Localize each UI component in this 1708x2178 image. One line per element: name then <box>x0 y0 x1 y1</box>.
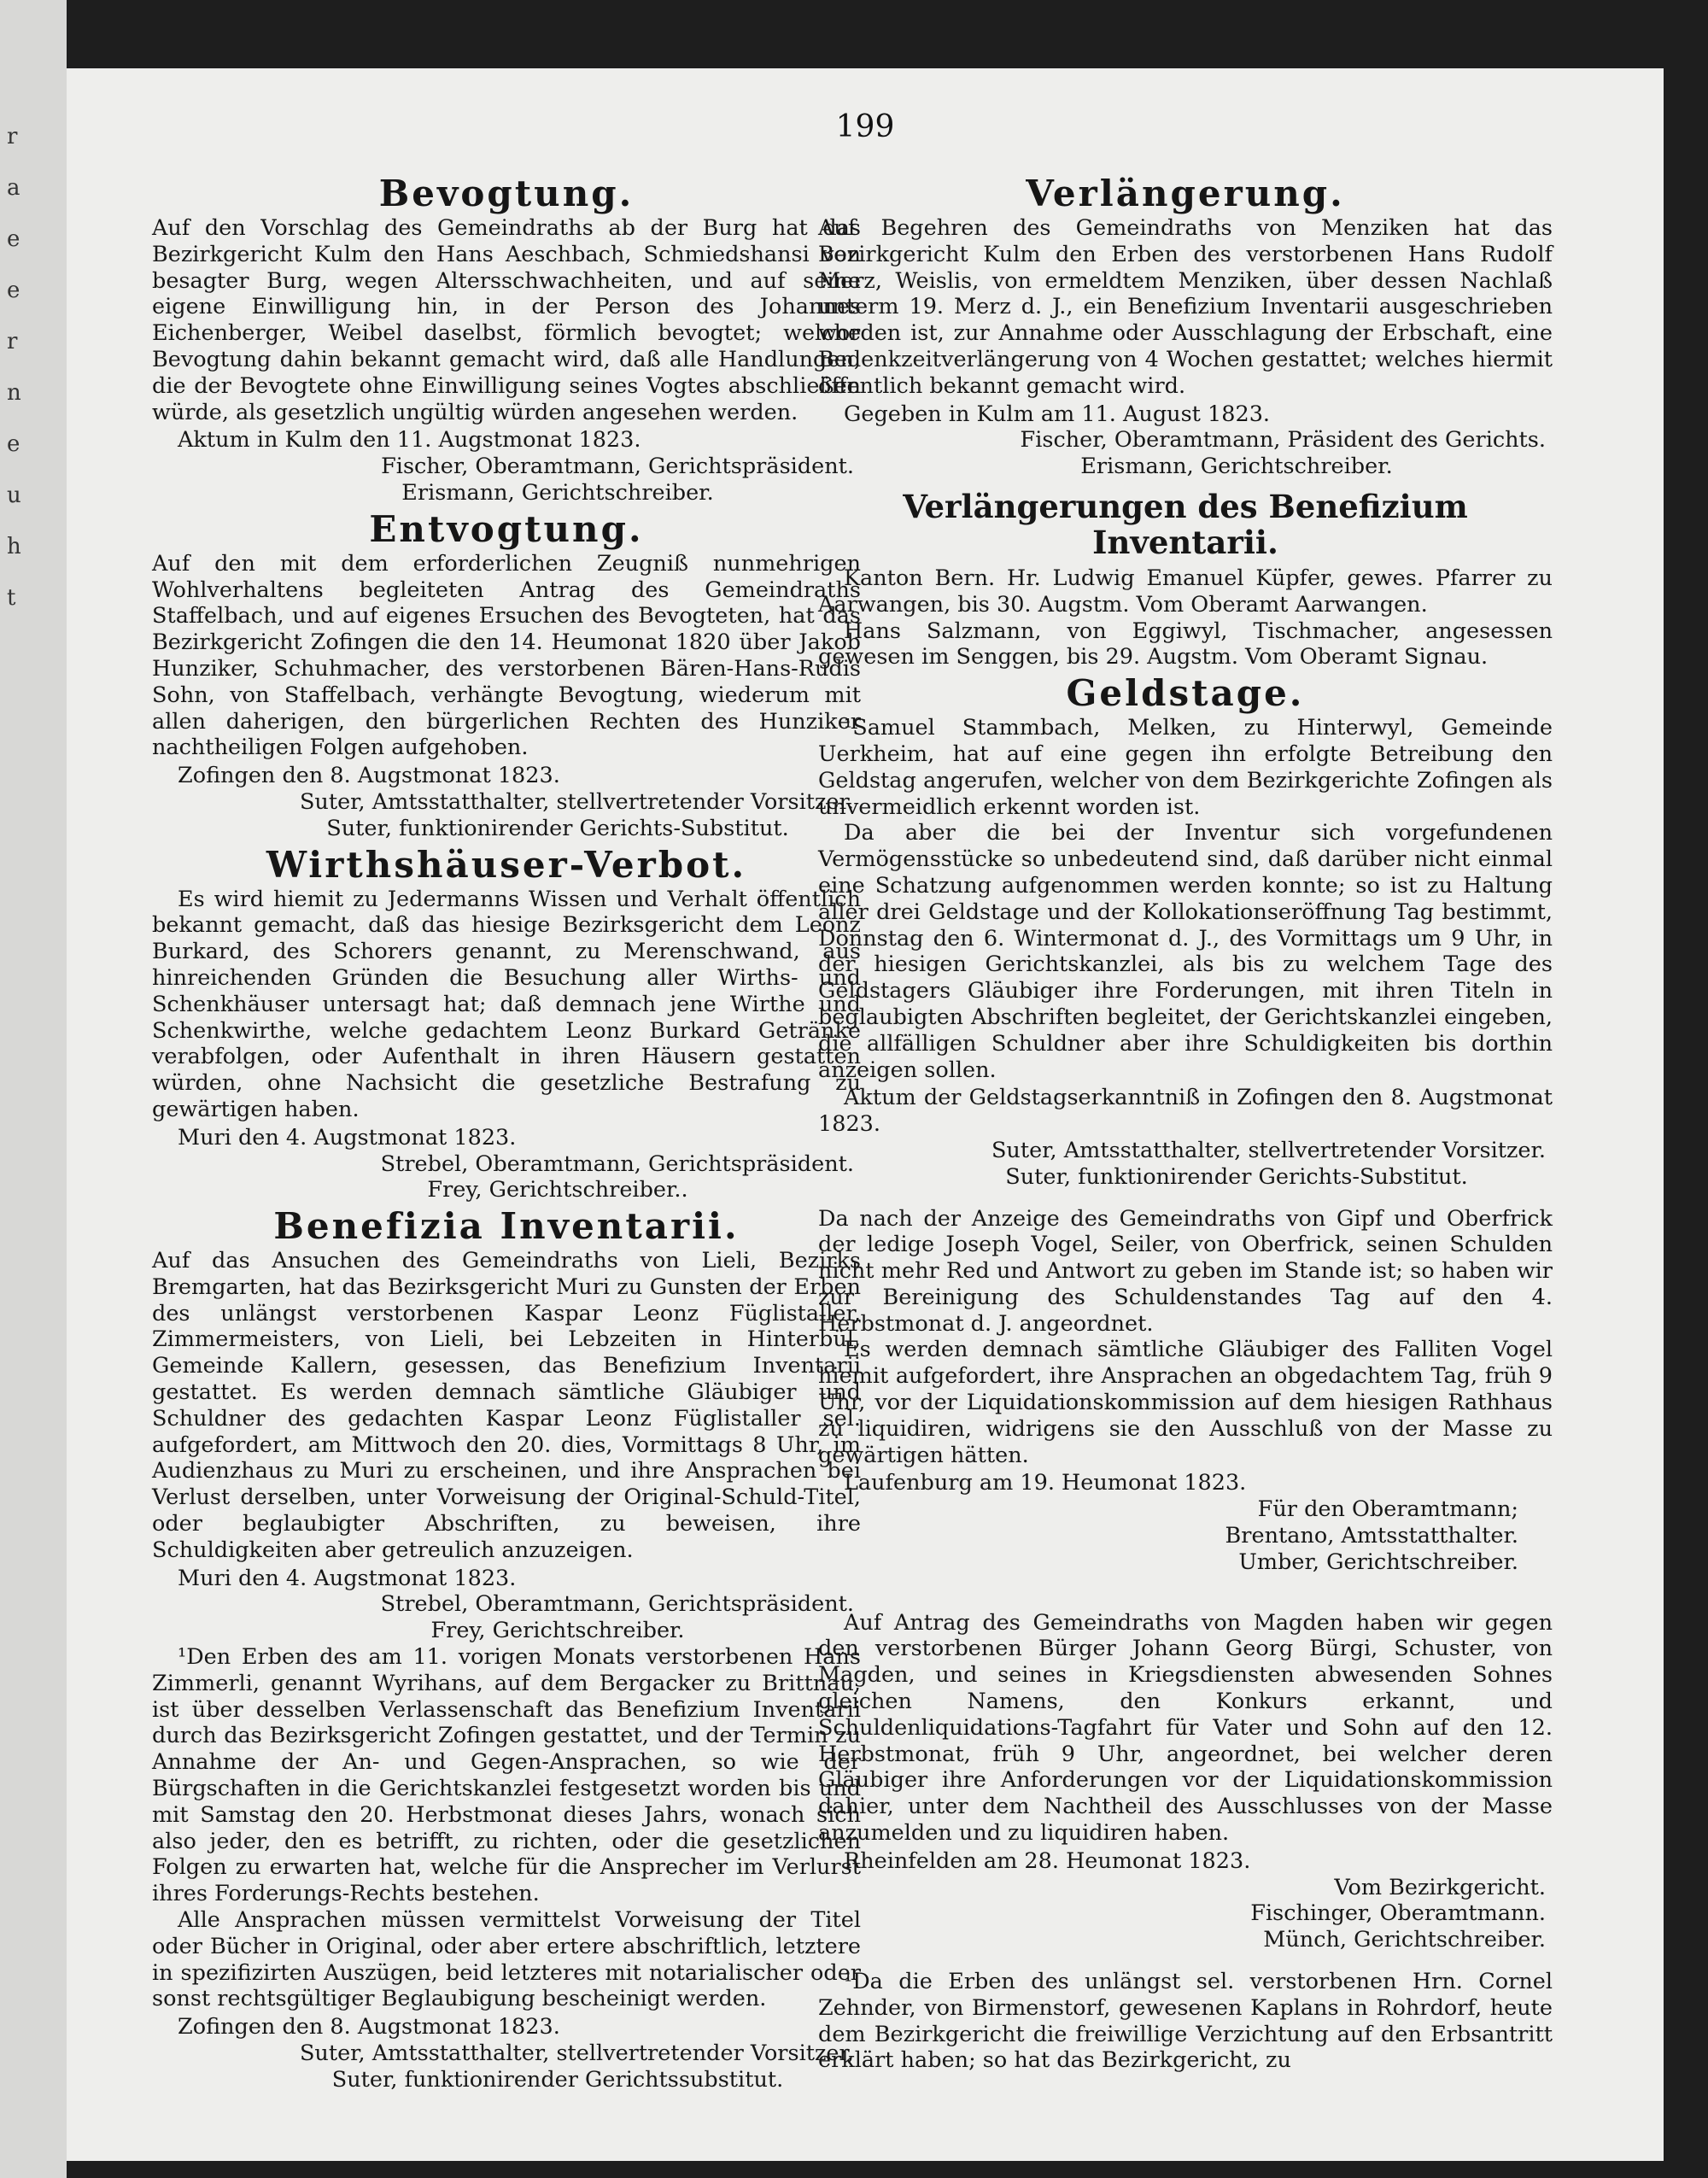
section-entvogtung <box>152 507 861 842</box>
signature: Erismann, Gerichtschreiber. <box>1080 454 1393 480</box>
notice-text: ¹Samuel Stammbach, Melken, zu Hinterwyl, Gemeinde Uerkheim, hat auf eine gegen ihn erfolgte Betreibung den Geldstag angerufen, welcher von dem Bezirkgerichte Zofingen als unvermeidlich erkennt worden ist. <box>818 715 1553 820</box>
notice-date: Gegeben in Kulm am 11. August 1823. <box>844 401 1271 427</box>
section-benefizia-inventarii <box>152 1207 861 2093</box>
notice-date: Aktum der Geldstagserkanntniß in Zofingen den 8. Augstmonat 1823. <box>818 1085 1553 1138</box>
signature: Strebel, Oberamtmann, Gerichtspräsident. <box>380 1591 854 1618</box>
facing-page-edge <box>0 0 67 2178</box>
signature: Erismann, Gerichtschreiber. <box>401 479 714 506</box>
signature: Suter, funktionirender Gerichts-Substitut. <box>1005 1163 1468 1190</box>
section-heading: Benefizia Inventarii. <box>273 1205 740 1248</box>
signature: Suter, funktionirender Gerichts-Substitut. <box>326 815 789 841</box>
section-bevogtung <box>152 174 861 506</box>
notice-text: Kanton Bern. Hr. Ludwig Emanuel Küpfer, gewes. Pfarrer zu Aarwangen, bis 30. Augstm. Vom Oberamt Aarwangen. <box>818 565 1553 618</box>
section-heading: Wirthshäuser-Verbot. <box>266 843 747 886</box>
signature: Strebel, Oberamtmann, Gerichtspräsident. <box>380 1150 854 1177</box>
section-verlaengerungen <box>818 489 1553 670</box>
notice-text: Auf den mit dem erforderlichen Zeugniß nunmehrigen Wohlverhaltens begleiteten Antrag des Gemeindraths Staffelbach, und auf eigenes Ersuchen des Bevogteten, hat das Bezirkgericht Zofingen die den 14. Heumonat 1820 über Jakob Hunziker, Schuhmacher, des verstorbenen Bären-Hans-Rudis Sohn, von Staffelbach, verhängte Bevogtung, wiederum mit allen daherigen, den bürgerlichen Rechten des Hunziker nachtheiligen Folgen aufgehoben. <box>152 550 861 761</box>
section-heading: Bevogtung. <box>378 173 635 214</box>
notice-date: Zofingen den 8. Augstmonat 1823. <box>178 763 560 789</box>
section-verlaengerung <box>818 174 1553 480</box>
newspaper-page <box>67 68 1664 2161</box>
notice-text: Alle Ansprachen müssen vermittelst Vorweisung der Titel oder Bücher in Original, oder aber ertere abschriftlich, letztere in spezifizirten Auszügen, beid letzteres mit notarialischer oder sonst rechtsgültiger Beglaubigung bescheinigt werden. <box>152 1907 861 2012</box>
section-heading: Geldstage. <box>1066 672 1305 715</box>
facing-page-fragments: r a e e r n e u h t <box>7 124 21 611</box>
right-column <box>818 171 1553 2074</box>
notice-text: Auf den Vorschlag des Gemeindraths ab der Burg hat das Bezirkgericht Kulm den Hans Aeschbach, Schmiedshansi von besagter Burg, wegen Altersschwachheiten, und auf seine eigene Einwilligung hin, in der Person des Johannes Eichenberger, Weibel daselbst, förmlich bevogtet; welche Bevogtung dahin bekannt gemacht wird, daß alle Handlungen, die der Bevogtete ohne Einwilligung seines Vogtes abschließen würde, als gesetzlich ungültig würden angesehen werden. <box>152 215 861 425</box>
notice-date: Zofingen den 8. Augstmonat 1823. <box>178 2014 560 2040</box>
notice-date: Aktum in Kulm den 11. Augstmonat 1823. <box>178 427 641 454</box>
notice-date: Rheinfelden am 28. Heumonat 1823. <box>844 1847 1251 1874</box>
signature: Brentano, Amtsstatthalter. <box>1225 1523 1518 1549</box>
signature: Suter, funktionirender Gerichtssubstitut. <box>331 2066 784 2093</box>
signature: Für den Oberamtmann; <box>1257 1496 1518 1523</box>
notice-text: ¹Da die Erben des unlängst sel. verstorbenen Hrn. Cornel Zehnder, von Birmenstorf, gewesenen Kaplans in Rohrdorf, heute dem Bezirkgericht die freiwillige Verzichtung auf den Erbsantritt erklärt haben; so hat das Bezirkgericht, zu <box>818 1969 1553 2074</box>
signature: Umber, Gerichtschreiber. <box>1238 1549 1518 1575</box>
notice-text: Da nach der Anzeige des Gemeindraths von Gipf und Oberfrick der ledige Joseph Vogel, Seiler, von Oberfrick, seinen Schulden nicht mehr Red und Antwort zu geben im Stande ist; so haben wir zur Bereinigung des Schuldenstandes Tag auf den 4. Herbstmonat d. J. angeordnet. <box>818 1205 1553 1337</box>
notice-text: Es wird hiemit zu Jedermanns Wissen und Verhalt öffentlich bekannt gemacht, daß das hiesige Bezirksgericht dem Leonz Burkard, des Schorers genannt, zu Merenschwand, aus hinreichenden Gründen die Besuchung aller Wirths- und Schenkhäuser untersagt hat; daß demnach jene Wirthe und Schenkwirthe, welche gedachtem Leonz Burkard Getränke verabfolgen, oder Aufenthalt in ihren Häusern gestatten würden, ohne Nachsicht die gesetzliche Bestrafung zu gewärtigen haben. <box>152 886 861 1122</box>
notice-date: Muri den 4. Augstmonat 1823. <box>178 1565 517 1591</box>
left-column <box>152 171 861 2093</box>
signature: Münch, Gerichtschreiber. <box>1263 1927 1546 1953</box>
signature: Suter, Amtsstatthalter, stellvertretender Vorsitzer. <box>299 788 854 815</box>
signature: Frey, Gerichtschreiber.. <box>427 1177 688 1203</box>
signature: Fischinger, Oberamtmann. <box>1250 1900 1546 1927</box>
section-heading: Verlängerungen des Benefizium Inventarii. <box>903 487 1468 561</box>
signature: Fischer, Oberamtmann, Präsident des Gerichts. <box>1020 427 1546 454</box>
page-number: 199 <box>835 109 895 144</box>
section-heading: Entvogtung. <box>369 507 644 550</box>
notice-date: Muri den 4. Augstmonat 1823. <box>178 1124 517 1150</box>
notice-text: Es werden demnach sämtliche Gläubiger des Falliten Vogel hiemit aufgefordert, ihre Ansprachen an obgedachtem Tag, früh 9 Uhr, vor der Liquidationskommission auf dem hiesigen Rathhaus zu liquidiren, widrigens sie den Ausschluß von der Masse zu gewärtigen hätten. <box>818 1337 1553 1468</box>
signature: Vom Bezirkgericht. <box>1334 1874 1546 1900</box>
notice-text: ¹Den Erben des am 11. vorigen Monats verstorbenen Hans Zimmerli, genannt Wyrihans, auf dem Bergacker zu Brittnau, ist über desselben Verlassenschaft das Benefizium Inventarii durch das Bezirksgericht Zofingen gestattet, und der Termin zu Annahme der An- und Gegen-Ansprachen, so wie der Bürgschaften in die Gerichtskanzlei festgesetzt worden bis und mit Samstag den 20. Herbstmonat dieses Jahrs, wonach sich also jeder, den es betrifft, zu richten, oder die gesetzlichen Folgen zu erwarten hat, welche für die Ansprecher im Verlurst ihres Forderungs-Rechts bestehen. <box>152 1644 861 1907</box>
section-geldstage <box>818 674 1553 2074</box>
notice-text: Auf Antrag des Gemeindraths von Magden haben wir gegen den verstorbenen Bürger Johann Georg Bürgi, Schuster, von Magden, und seines in Kriegsdiensten abwesenden Sohnes gleichen Namens, den Konkurs erkannt, und Schuldenliquidations-Tagfahrt für Vater und Sohn auf den 12. Herbstmonat, früh 9 Uhr, angeordnet, bei welcher deren Gläubiger ihre Anforderungen vor der Liquidationskommission dahier, unter dem Nachtheil des Ausschlusses von der Masse anzumelden und zu liquidiren haben. <box>818 1609 1553 1847</box>
section-wirthshaeuser-verbot <box>152 843 861 1204</box>
signature: Frey, Gerichtschreiber. <box>430 1618 685 1644</box>
signature: Suter, Amtsstatthalter, stellvertretender Vorsitzer, <box>299 2040 854 2066</box>
signature: Suter, Amtsstatthalter, stellvertretender Vorsitzer. <box>991 1137 1546 1163</box>
notice-text: Hans Salzmann, von Eggiwyl, Tischmacher, angesessen gewesen im Senggen, bis 29. Augstm. Vom Oberamt Signau. <box>818 618 1553 670</box>
notice-text: Da aber die bei der Inventur sich vorgefundenen Vermögensstücke so unbedeutend sind, daß darüber nicht einmal eine Schatzung aufgenommen werden konnte; so ist zu Haltung aller drei Geldstage und der Kollokationseröffnung Tag bestimmt, Donnstag den 6. Wintermonat d. J., des Vormittags um 9 Uhr, in der hiesigen Gerichtskanzlei, als bis zu welchem Tage des Geldstagers Gläubiger ihre Forderungen, mit ihren Titeln in beglaubigten Abschriften begleitet, der Gerichtskanzlei eingeben, die allfälligen Schuldner aber ihre Schuldigkeiten bis dorthin anzeigen sollen. <box>818 820 1553 1083</box>
notice-text: Auf Begehren des Gemeindraths von Menziken hat das Bezirkgericht Kulm den Erben des verstorbenen Hans Rudolf Merz, Weislis, von ermeldtem Menziken, über dessen Nachlaß unterm 19. Merz d. J., ein Benefizium Inventarii ausgeschrieben worden ist, zur Annahme oder Ausschlagung der Erbschaft, eine Bedenkzeitverlängerung von 4 Wochen gestattet; welches hiermit öffentlich bekannt gemacht wird. <box>818 215 1553 399</box>
notice-text: Auf das Ansuchen des Gemeindraths von Lieli, Bezirks Bremgarten, hat das Bezirksgericht Muri zu Gunsten der Erben des unlängst verstorbenen Kaspar Leonz Füglistaller, Zimmermeisters, von Lieli, bei Lebzeiten in Hinterbül, Gemeinde Kallern, gesessen, das Benefizium Inventarii gestattet. Es werden demnach sämtliche Gläubiger und Schuldner des gedachten Kaspar Leonz Füglistaller sel. aufgefordert, am Mittwoch den 20. dies, Vormittags 8 Uhr, im Audienzhaus zu Muri zu erscheinen, und ihre Ansprachen bei Verlust derselben, unter Vorweisung der Original-Schuld-Titel, oder beglaubigter Abschriften, zu beweisen, ihre Schuldigkeiten aber getreulich anzuzeigen. <box>152 1248 861 1563</box>
signature: Fischer, Oberamtmann, Gerichtspräsident. <box>381 454 854 480</box>
section-heading: Verlängerung. <box>1026 173 1345 214</box>
notice-date: Laufenburg am 19. Heumonat 1823. <box>844 1470 1247 1496</box>
